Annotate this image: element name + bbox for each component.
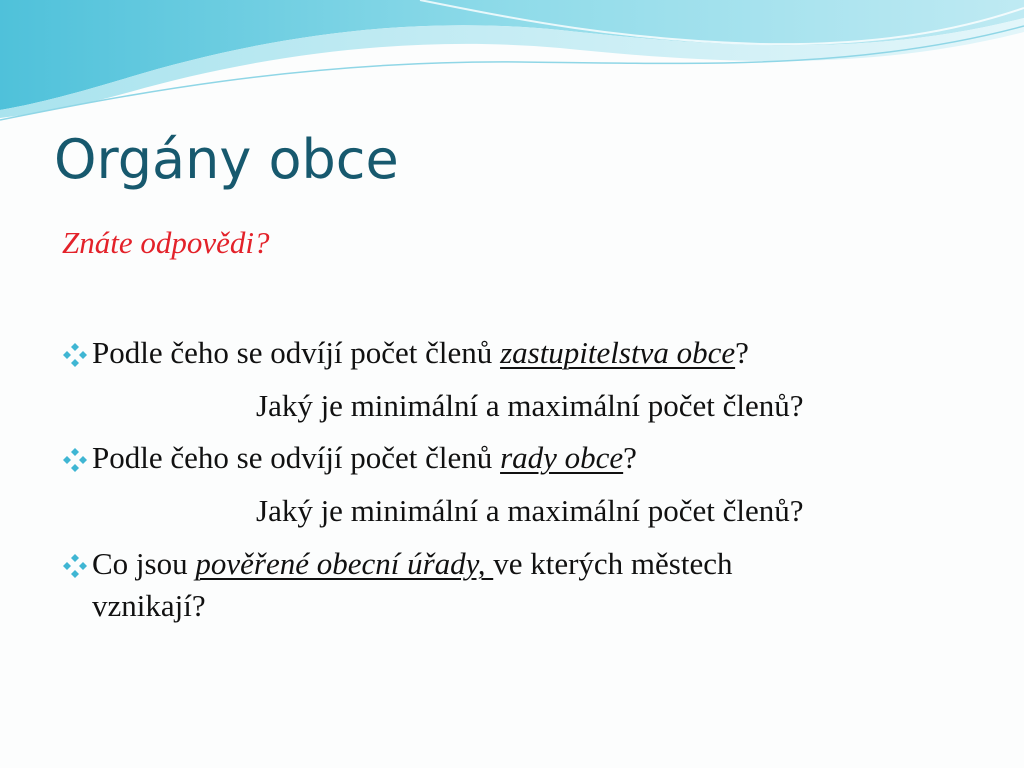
diamond-bullet-icon: [62, 447, 88, 473]
bullet-text-end: ?: [735, 335, 749, 370]
bullet-item-1: [62, 332, 962, 374]
page-title: Orgány obce: [54, 128, 399, 191]
diamond-bullet-icon: [62, 342, 88, 368]
bullet-continuation: vznikají?: [92, 587, 206, 623]
bullet-item-2: [62, 437, 962, 479]
header-wave-decoration: [0, 0, 1024, 130]
bullet-emphasis: pověřené obecní úřady,: [195, 546, 494, 581]
diamond-bullet-icon: [62, 553, 88, 579]
bullet-text: Podle čeho se odvíjí počet členů: [92, 440, 501, 475]
bullet-text-end: ?: [623, 440, 637, 475]
bullet-emphasis: zastupitelstva obce: [500, 335, 736, 370]
bullet-followup-1: Jaký je minimální a maximální počet členů?: [256, 388, 804, 423]
bullet-item-3: [62, 543, 962, 627]
bullet-text-end: ve kterých městech: [493, 546, 733, 581]
bullet-emphasis: rady obce: [500, 440, 624, 475]
bullet-text: Podle čeho se odvíjí počet členů: [92, 335, 501, 370]
bullet-followup-2: Jaký je minimální a maximální počet členů?: [256, 493, 804, 528]
bullet-text: Co jsou: [92, 546, 196, 581]
slide-subtitle: Znáte odpovědi?: [62, 225, 270, 260]
